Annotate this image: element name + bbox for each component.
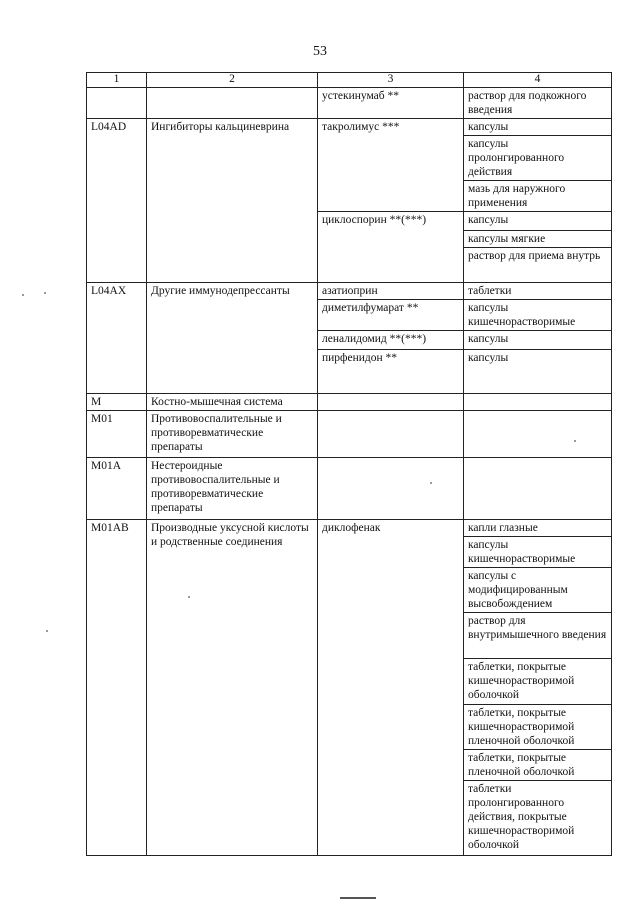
- atc-code-cell: L04AD: [87, 119, 147, 283]
- dosage-form-cell: таблетки пролонгированного действия, покрытые кишечнорастворимой оболочкой: [464, 781, 612, 856]
- page-number: 53: [313, 44, 327, 59]
- scan-speck: [188, 596, 190, 598]
- table-row: [87, 88, 612, 119]
- scan-speck: [44, 292, 46, 294]
- dosage-form-cell: таблетки, покрытые кишечнорастворимой оболочкой: [464, 659, 612, 705]
- dosage-form-cell: капли глазные: [464, 520, 612, 537]
- atc-code-cell: [87, 88, 147, 119]
- group-name-cell: Костно-мышечная система: [147, 394, 318, 411]
- drug-name-cell: такролимус ***: [318, 119, 464, 212]
- scan-speck: [574, 440, 576, 442]
- dosage-form-cell: [464, 411, 612, 458]
- table-row: [87, 394, 612, 411]
- group-name-cell: Ингибиторы кальциневрина: [147, 119, 318, 283]
- atc-code-cell: M01AB: [87, 520, 147, 856]
- dosage-form-cell: раствор для подкожного введения: [464, 88, 612, 119]
- drug-name-cell: азатиоприн: [318, 283, 464, 300]
- drug-name-cell: леналидомид **(***): [318, 331, 464, 350]
- dosage-form-cell: таблетки, покрытые пленочной оболочкой: [464, 750, 612, 781]
- group-name-cell: Противовоспалительные и противоревматические препараты: [147, 411, 318, 458]
- table-row: [87, 119, 612, 136]
- footer-mark: [340, 897, 376, 899]
- drug-name-cell: устекинумаб **: [318, 88, 464, 119]
- table-row: [87, 520, 612, 537]
- atc-code-cell: M01A: [87, 458, 147, 520]
- drug-name-cell: диметилфумарат **: [318, 300, 464, 331]
- dosage-form-cell: капсулы пролонгированного действия: [464, 136, 612, 181]
- dosage-form-cell: раствор для приема внутрь: [464, 248, 612, 283]
- dosage-form-cell: капсулы кишечнорастворимые: [464, 300, 612, 331]
- group-name-cell: Другие иммунодепрессанты: [147, 283, 318, 394]
- drug-name-cell: [318, 458, 464, 520]
- dosage-form-cell: капсулы кишечнорастворимые: [464, 537, 612, 568]
- group-name-cell: Производные уксусной кислоты и родственные соединения: [147, 520, 318, 856]
- table-row: [87, 458, 612, 520]
- col-header-2: 2: [147, 73, 318, 88]
- dosage-form-cell: раствор для внутримышечного введения: [464, 613, 612, 659]
- table-row: [87, 283, 612, 300]
- dosage-form-cell: капсулы мягкие: [464, 231, 612, 248]
- drug-name-cell: пирфенидон **: [318, 350, 464, 394]
- atc-code-cell: L04AX: [87, 283, 147, 394]
- table-row: [87, 411, 612, 458]
- dosage-form-cell: капсулы с модифицированным высвобождением: [464, 568, 612, 613]
- dosage-form-cell: [464, 394, 612, 411]
- dosage-form-cell: капсулы: [464, 212, 612, 231]
- drug-table: [86, 72, 612, 856]
- dosage-form-cell: таблетки: [464, 283, 612, 300]
- dosage-form-cell: [464, 458, 612, 520]
- drug-name-cell: [318, 411, 464, 458]
- group-name-cell: Нестероидные противовоспалительные и противоревматические препараты: [147, 458, 318, 520]
- atc-code-cell: M01: [87, 411, 147, 458]
- col-header-4: 4: [464, 73, 612, 88]
- scan-speck: [430, 482, 432, 484]
- atc-code-cell: M: [87, 394, 147, 411]
- drug-name-cell: циклоспорин **(***): [318, 212, 464, 283]
- group-name-cell: [147, 88, 318, 119]
- col-header-3: 3: [318, 73, 464, 88]
- header-row: [87, 73, 612, 88]
- dosage-form-cell: капсулы: [464, 119, 612, 136]
- scan-speck: [46, 630, 48, 632]
- drug-name-cell: [318, 394, 464, 411]
- dosage-form-cell: мазь для наружного применения: [464, 181, 612, 212]
- dosage-form-cell: таблетки, покрытые кишечнорастворимой пленочной оболочкой: [464, 705, 612, 750]
- drug-name-cell: диклофенак: [318, 520, 464, 856]
- dosage-form-cell: капсулы: [464, 350, 612, 394]
- col-header-1: 1: [87, 73, 147, 88]
- dosage-form-cell: капсулы: [464, 331, 612, 350]
- scan-speck: [22, 294, 24, 296]
